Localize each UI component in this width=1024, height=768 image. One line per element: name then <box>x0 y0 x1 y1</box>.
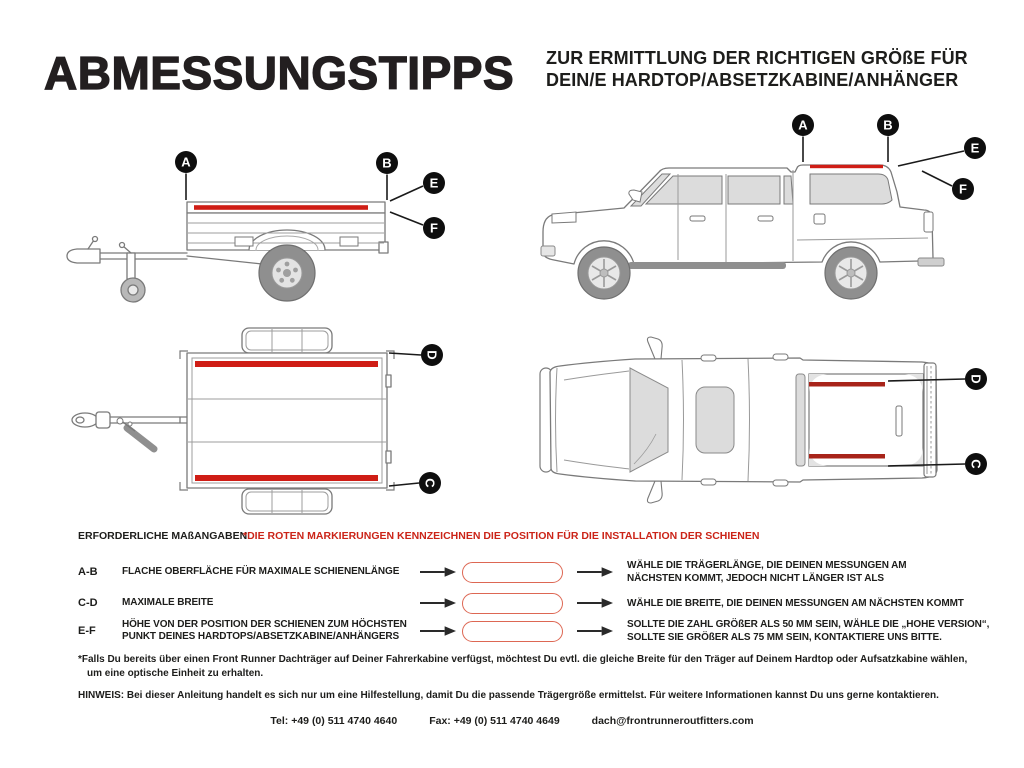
arrow-right-icon <box>420 597 456 609</box>
marker-e-letter: E <box>970 140 980 156</box>
marker-f-letter: F <box>430 220 438 236</box>
measurements-heading: ERFORDERLICHE MAßANGABEN <box>78 530 248 542</box>
page-title: ABMESSUNGSTIPPS <box>44 47 515 99</box>
measurement-entry-oval-ef <box>462 621 563 642</box>
measurement-entry-oval-cd <box>462 593 563 614</box>
contact-email: dach@frontrunneroutfitters.com <box>591 715 754 727</box>
arrow-right-icon <box>420 625 456 637</box>
trailer-side-view-diagram <box>30 130 460 320</box>
rail-position-marking <box>809 454 885 459</box>
marker-b-letter: B <box>382 155 392 171</box>
measurement-code-ab: A-B <box>78 566 98 578</box>
measurement-instruction-ab: WÄHLE DIE TRÄGERLÄNGE, DIE DEINEN MESSUNGEN AM NÄCHSTEN KOMMT, JEDOCH NICHT LÄNGER IST ALS <box>627 560 907 584</box>
measurement-label-cd: MAXIMALE BREITE <box>122 596 214 608</box>
measurement-code-ef: E-F <box>78 625 96 637</box>
measurement-instruction-ef: SOLLTE DIE ZAHL GRÖßER ALS 50 MM SEIN, WÄHLE DIE „HOHE VERSION“, SOLLTE SIE GRÖßER ALS 75 MM SEIN, KONTAKTIERE UNS BITTE. <box>627 619 990 643</box>
red-markings-note: *DIE ROTEN MARKIERUNGEN KENNZEICHNEN DIE POSITION FÜR DIE INSTALLATION DER SCHIENEN <box>243 530 760 542</box>
hinweis-note: HINWEIS: Bei dieser Anleitung handelt es sich nur um eine Hilfestellung, damit Du die passende Trägergröße ermittelst. Für weitere Informationen kannst Du uns gerne kontaktieren. <box>78 690 939 701</box>
rail-position-marking <box>809 382 885 387</box>
rail-position-marking <box>194 205 368 210</box>
measure-point-markers <box>419 344 443 494</box>
measurements-heading-row <box>78 530 760 542</box>
marker-d-letter: D <box>424 350 440 360</box>
marker-d-letter: D <box>968 374 984 384</box>
marker-c-letter: C <box>422 478 438 488</box>
arrow-right-icon <box>577 566 613 578</box>
marker-b-letter: B <box>883 117 893 133</box>
truck-side-view-diagram <box>530 110 1000 320</box>
rail-position-marking <box>195 361 378 367</box>
measure-point-markers <box>965 368 987 475</box>
marker-f-letter: F <box>959 181 967 197</box>
trailer-top-view-diagram <box>30 325 460 525</box>
arrow-right-icon <box>420 566 456 578</box>
measurement-label-ab: FLACHE OBERFLÄCHE FÜR MAXIMALE SCHIENENLÄNGE <box>122 565 400 577</box>
marker-c-letter: C <box>968 459 984 469</box>
arrow-right-icon <box>577 597 613 609</box>
subtitle-line-1: ZUR ERMITTLUNG DER RICHTIGEN GRÖßE FÜR <box>546 48 968 68</box>
marker-e-letter: E <box>429 175 439 191</box>
arrow-right-icon <box>577 625 613 637</box>
measurement-entry-oval-ab <box>462 562 563 583</box>
page-subtitle <box>546 48 968 91</box>
measurement-row-ef <box>78 612 1008 650</box>
contact-bar <box>0 715 1024 727</box>
measurement-code-cd: C-D <box>78 597 98 609</box>
measurement-instruction-cd: WÄHLE DIE BREITE, DIE DEINEN MESSUNGEN AM NÄCHSTEN KOMMT <box>627 597 964 609</box>
rail-position-marking <box>810 165 883 168</box>
side-step <box>628 262 786 269</box>
asterisk-footnote: *Falls Du bereits über einen Front Runner Dachträger auf Deiner Fahrerkabine verfügst, möchtest Du evtl. die gleiche Breite für den Träger auf Deinem Hardtop oder Aufsatzkabine wählen, um eine optische Einheit zu erhalten. <box>78 654 968 679</box>
truck-top-view-diagram <box>530 330 1000 520</box>
subtitle-line-2: DEIN/E HARDTOP/ABSETZKABINE/ANHÄNGER <box>546 69 959 90</box>
contact-tel: Tel: +49 (0) 511 4740 4640 <box>270 715 398 727</box>
marker-a-letter: A <box>181 154 191 170</box>
contact-fax: Fax: +49 (0) 511 4740 4649 <box>429 715 560 727</box>
handbrake-lever <box>127 428 154 449</box>
marker-a-letter: A <box>798 117 808 133</box>
measurement-label-ef: HÖHE VON DER POSITION DER SCHIENEN ZUM HÖCHSTEN PUNKT DEINES HARDTOPS/ABSETZKABINE/ANHÄNGERS <box>122 618 407 642</box>
rail-position-marking <box>195 475 378 481</box>
